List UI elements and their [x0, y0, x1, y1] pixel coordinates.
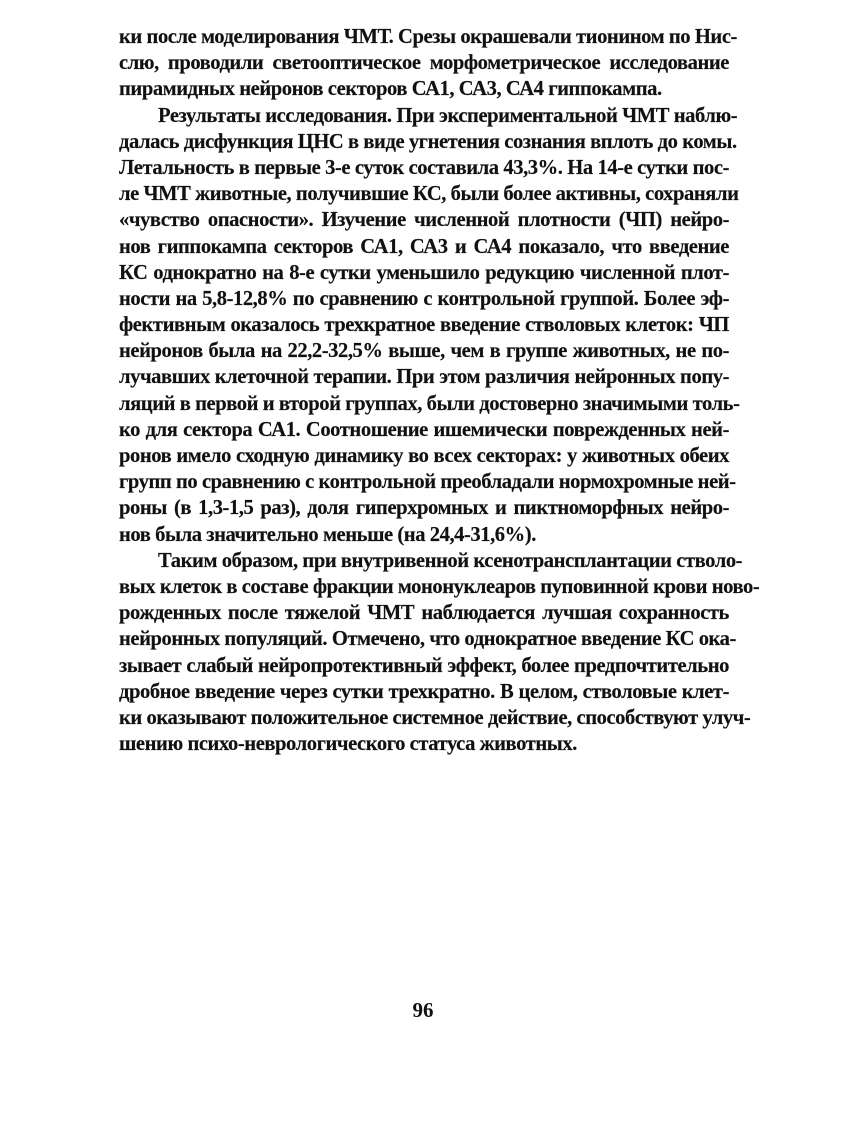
text-line: ляций в первой и второй группах, были достоверно значимыми толь-	[119, 392, 740, 415]
text-line: нейронов была на 22,2-32,5% выше, чем в группе животных, не по-	[119, 340, 729, 363]
text-line: ки оказывают положительное системное действие, способствуют улуч-	[119, 706, 751, 729]
text-line: роны (в 1,3-1,5 раз), доля гиперхромных и пиктноморфных нейро-	[119, 497, 729, 520]
page-body	[119, 24, 760, 757]
text-line: групп по сравнению с контрольной преобладали нормохромные ней-	[119, 471, 736, 494]
text-line: ронов имело сходную динамику во всех секторах: у животных обеих	[119, 445, 729, 467]
text-line: Летальность в первые 3-е суток составила 43,3%. На 14-е сутки пос-	[119, 156, 729, 179]
text-line: рожденных после тяжелой ЧМТ наблюдается лучшая сохранность	[119, 602, 729, 625]
text-line: нейронных популяций. Отмечено, что однократное введение КС ока-	[119, 628, 736, 651]
text-line: пирамидных нейронов секторов СА1, СА3, СА4 гиппокампа.	[119, 78, 662, 101]
text-line: зывает слабый нейропротективный эффект, более предпочтительно	[119, 654, 729, 677]
paragraph-3	[119, 548, 760, 758]
text-line: слю, проводили светооптическое морфометрическое исследование	[119, 52, 729, 75]
text-line: Таким образом, при внутривенной ксенотрансплантации стволо-	[158, 549, 743, 572]
text-line: ко для сектора СА1. Соотношение ишемически поврежденных ней-	[119, 418, 729, 441]
text-line: лучавших клеточной терапии. При этом различия нейронных попу-	[119, 366, 729, 389]
text-line: ле ЧМТ животные, получившие КС, были более активны, сохраняли	[119, 183, 739, 206]
paragraph-1	[119, 24, 737, 103]
text-line: ности на 5,8-12,8% по сравнению с контрольной группой. Более эф-	[119, 287, 729, 310]
text-line: нов гиппокампа секторов СА1, СА3 и СА4 показало, что введение	[119, 235, 729, 258]
text-line: далась дисфункция ЦНС в виде угнетения сознания вплоть до комы.	[119, 130, 737, 153]
paragraph-2	[119, 103, 740, 548]
text-line: шению психо-неврологического статуса животных.	[119, 733, 577, 756]
text-line: «чувство опасности». Изучение численной плотности (ЧП) нейро-	[119, 209, 729, 232]
text-line: КС однократно на 8-е сутки уменьшило редукцию численной плот-	[119, 261, 729, 284]
text-line: нов была значительно меньше (на 24,4-31,6%).	[119, 523, 536, 546]
page-number: 96	[412, 998, 434, 1022]
text-line: вых клеток в составе фракции мононуклеаров пуповинной крови ново-	[119, 575, 760, 598]
text-line: дробное введение через сутки трехкратно. В целом, стволовые клет-	[119, 680, 729, 703]
text-line: Результаты исследования. При экспериментальной ЧМТ наблю-	[158, 104, 738, 127]
text-line: фективным оказалось трехкратное введение стволовых клеток: ЧП	[119, 314, 729, 337]
text-line: ки после моделирования ЧМТ. Срезы окрашевали тионином по Нис-	[119, 26, 737, 48]
